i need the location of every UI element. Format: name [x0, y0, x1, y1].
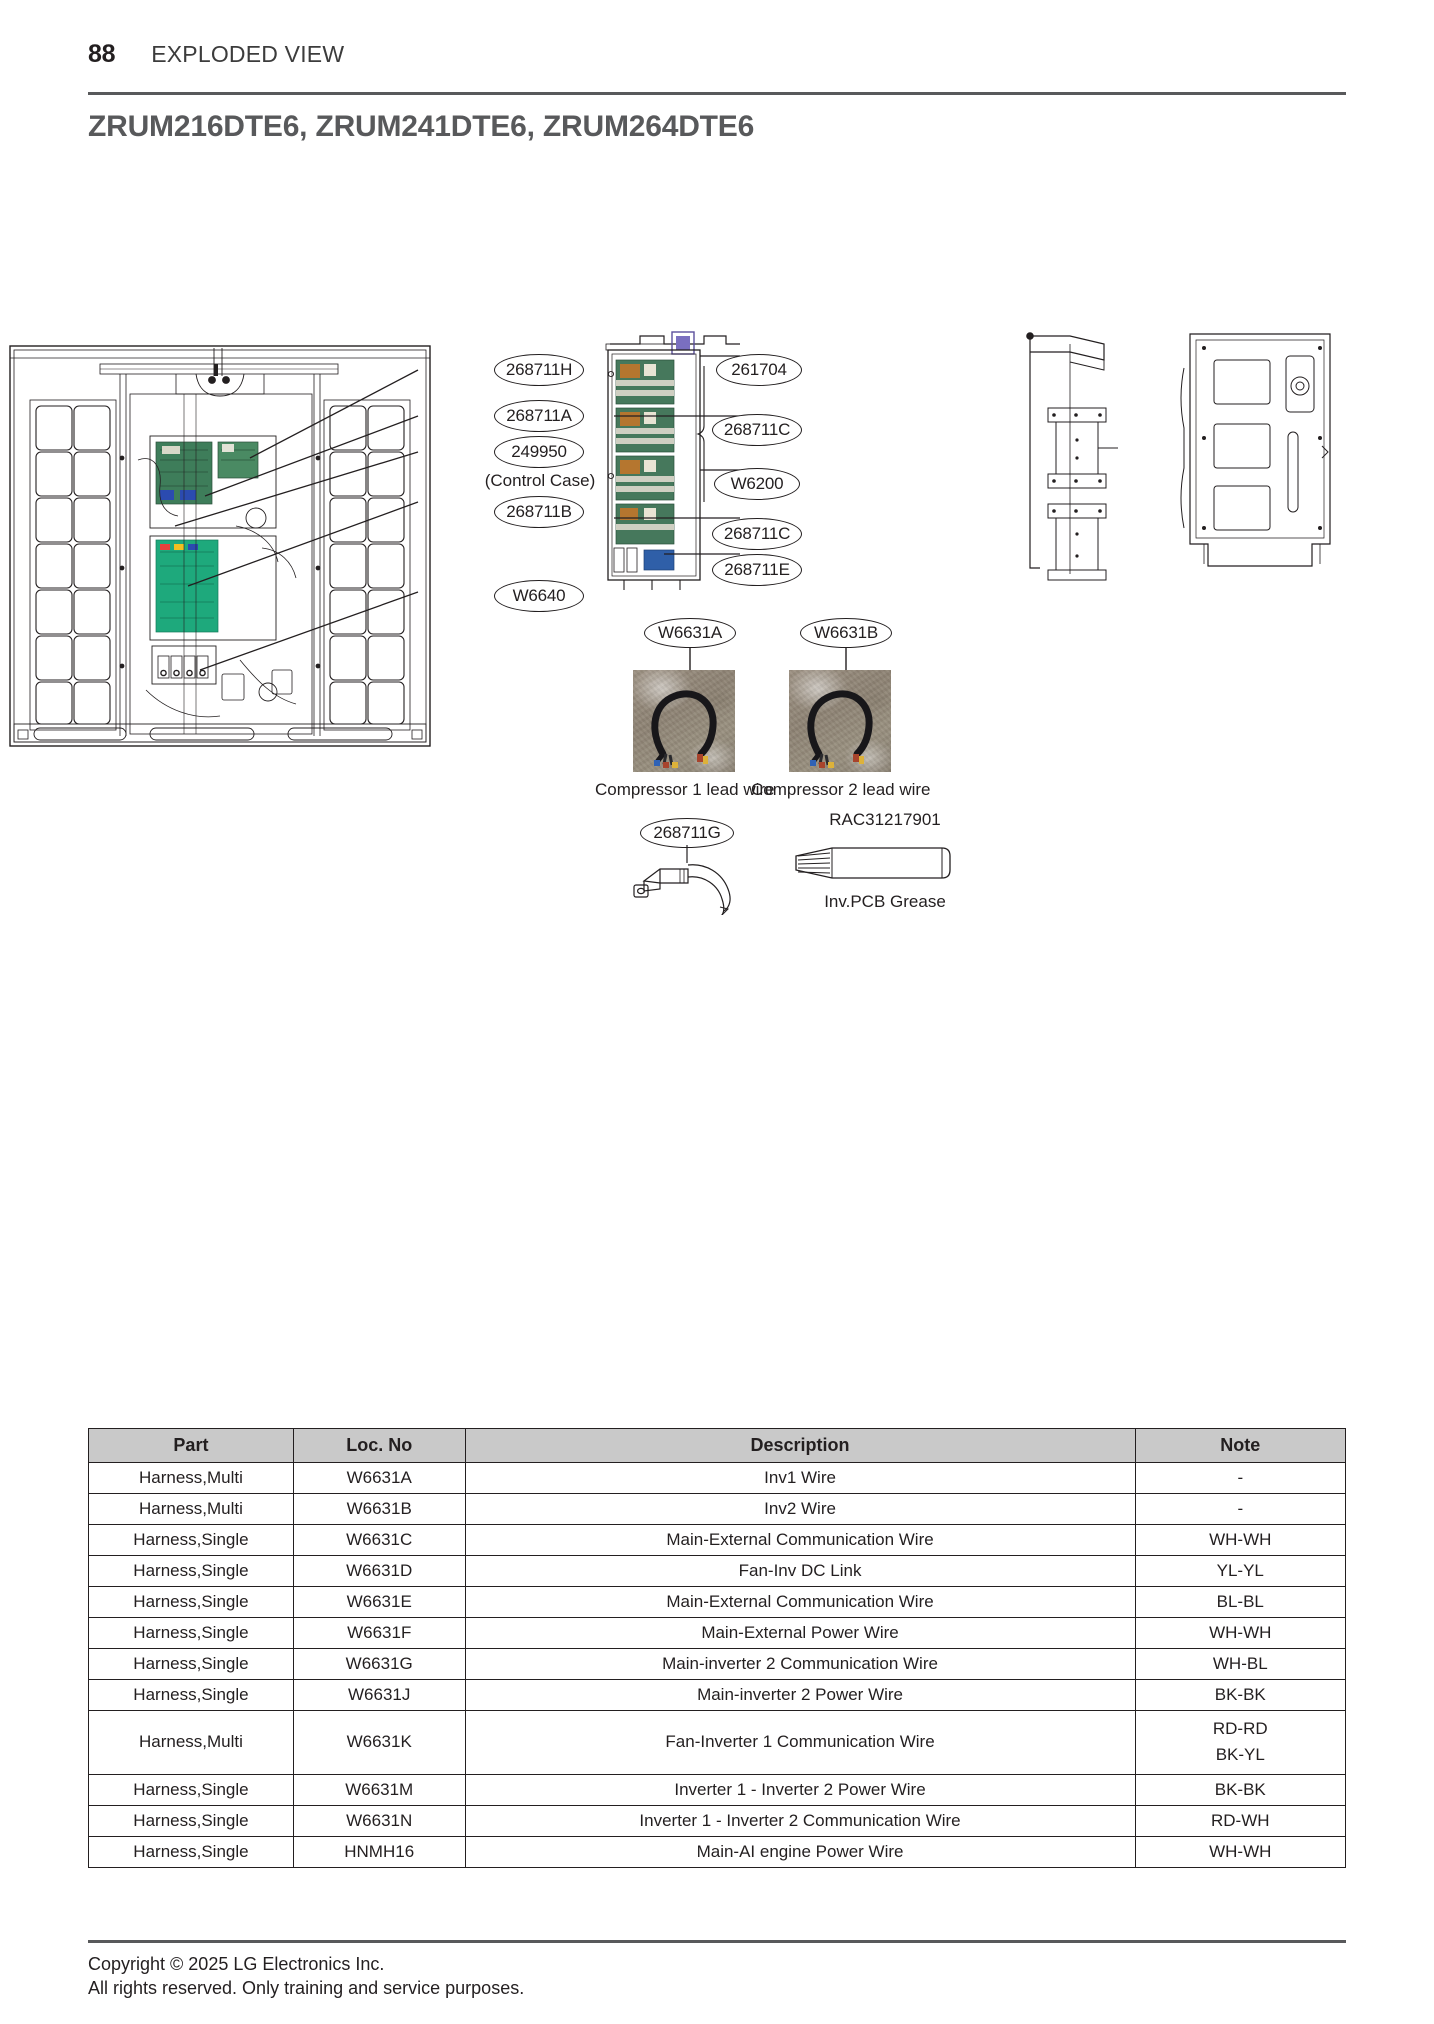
footer-divider — [88, 1940, 1346, 1943]
cell-note: WH-WH — [1135, 1836, 1345, 1867]
parts-table — [88, 1428, 1346, 1868]
table-row — [89, 1805, 1346, 1836]
cell-note: BL-BL — [1135, 1587, 1345, 1618]
cell-part: Harness,Single — [89, 1805, 294, 1836]
cell-description: Main-External Power Wire — [465, 1618, 1135, 1649]
column-header-note: Note — [1135, 1429, 1345, 1463]
callout-268711G[interactable] — [640, 818, 734, 848]
cell-part: Harness,Multi — [89, 1711, 294, 1775]
table-row — [89, 1618, 1346, 1649]
callout-268711C-top[interactable] — [712, 414, 802, 446]
cell-loc: HNMH16 — [293, 1836, 465, 1867]
rear-panel-drawing — [1170, 328, 1350, 583]
cell-part: Harness,Multi — [89, 1463, 294, 1494]
cell-description: Inv2 Wire — [465, 1494, 1135, 1525]
cell-note: BK-BK — [1135, 1680, 1345, 1711]
callout-W6640[interactable] — [494, 580, 584, 612]
exploded-view-diagram — [0, 340, 1434, 1420]
side-bracket-drawing — [1018, 322, 1138, 587]
callout-label: 249950 — [511, 442, 567, 461]
cell-note: - — [1135, 1463, 1345, 1494]
cell-loc: W6631C — [293, 1525, 465, 1556]
cell-description: Main-inverter 2 Power Wire — [465, 1680, 1135, 1711]
column-header-part: Part — [89, 1429, 294, 1463]
grease-caption: Inv.PCB Grease — [824, 892, 946, 911]
callout-268711E[interactable] — [712, 554, 802, 586]
callout-label: W6631B — [813, 623, 878, 642]
table-row — [89, 1836, 1346, 1867]
cell-description: Fan-Inv DC Link — [465, 1556, 1135, 1587]
cell-part: Harness,Single — [89, 1680, 294, 1711]
column-header-description: Description — [465, 1429, 1135, 1463]
control-case-note: (Control Case) — [484, 471, 596, 490]
cell-note: BK-BK — [1135, 1774, 1345, 1805]
callout-W6200[interactable] — [714, 468, 800, 500]
header-divider — [88, 92, 1346, 95]
section-title: EXPLODED VIEW — [151, 41, 345, 67]
page-header — [88, 40, 1346, 69]
callout-label: 268711C — [723, 524, 791, 543]
grease-tube-drawing — [790, 840, 980, 895]
cell-loc: W6631G — [293, 1649, 465, 1680]
cell-loc: W6631D — [293, 1556, 465, 1587]
callout-label: 268711B — [506, 502, 572, 521]
copyright-notice — [88, 1952, 524, 2001]
cell-note: - — [1135, 1494, 1345, 1525]
page-title: ZRUM216DTE6, ZRUM241DTE6, ZRUM264DTE6 — [88, 110, 755, 143]
table-row — [89, 1649, 1346, 1680]
callout-268711H[interactable] — [494, 354, 584, 386]
cell-part: Harness,Single — [89, 1618, 294, 1649]
callout-261704[interactable] — [716, 354, 802, 386]
table-row — [89, 1556, 1346, 1587]
table-header-row — [89, 1429, 1346, 1463]
cell-note: YL-YL — [1135, 1556, 1345, 1587]
callout-label: W6631A — [657, 623, 722, 642]
callout-label: 261704 — [731, 360, 787, 379]
table-row — [89, 1774, 1346, 1805]
cell-part: Harness,Single — [89, 1556, 294, 1587]
compressor-1-caption: Compressor 1 lead wire — [595, 780, 775, 799]
callout-268711C-bottom[interactable] — [712, 518, 802, 550]
table-row — [89, 1494, 1346, 1525]
callout-label: 268711A — [506, 406, 572, 425]
callout-label: W6640 — [512, 586, 566, 605]
cell-note: WH-WH — [1135, 1618, 1345, 1649]
table-row — [89, 1463, 1346, 1494]
cell-loc: W6631K — [293, 1711, 465, 1775]
cell-loc: W6631B — [293, 1494, 465, 1525]
cell-description: Main-External Communication Wire — [465, 1587, 1135, 1618]
cell-note: RD-WH — [1135, 1805, 1345, 1836]
cell-loc: W6631F — [293, 1618, 465, 1649]
cell-description: Main-External Communication Wire — [465, 1525, 1135, 1556]
table-row — [89, 1680, 1346, 1711]
compressor-2-caption: Compressor 2 lead wire — [751, 780, 931, 799]
callout-label: W6200 — [730, 474, 784, 493]
callout-label: 268711E — [724, 560, 790, 579]
callout-268711B[interactable] — [494, 496, 584, 528]
cell-note: RD-RD BK-YL — [1135, 1711, 1345, 1775]
cell-note: WH-WH — [1135, 1525, 1345, 1556]
callout-268711A[interactable] — [494, 400, 584, 432]
column-header-loc-no: Loc. No — [293, 1429, 465, 1463]
copyright-line-2: All rights reserved. Only training and service purposes. — [88, 1978, 525, 1999]
table-row — [89, 1711, 1346, 1775]
table-row — [89, 1525, 1346, 1556]
callout-W6631A[interactable] — [644, 618, 736, 648]
cell-part: Harness,Single — [89, 1587, 294, 1618]
cell-loc: W6631E — [293, 1587, 465, 1618]
cell-description: Main-inverter 2 Communication Wire — [465, 1649, 1135, 1680]
sensor-wire-drawing — [630, 845, 780, 920]
cell-part: Harness,Single — [89, 1836, 294, 1867]
cell-part: Harness,Single — [89, 1649, 294, 1680]
parts-table-container — [88, 1428, 1346, 1868]
cell-loc: W6631M — [293, 1774, 465, 1805]
copyright-line-1: Copyright © 2025 LG Electronics Inc. — [88, 1954, 385, 1974]
cell-description: Inverter 1 - Inverter 2 Power Wire — [465, 1774, 1135, 1805]
callout-label: 268711G — [653, 823, 721, 842]
compressor-2-lead-wire-photo — [789, 670, 891, 772]
grease-part-code: RAC31217901 — [829, 810, 941, 829]
cell-part: Harness,Multi — [89, 1494, 294, 1525]
callout-label: 268711H — [505, 360, 573, 379]
callout-label: 268711C — [723, 420, 791, 439]
cell-description: Inverter 1 - Inverter 2 Communication Wire — [465, 1805, 1135, 1836]
cell-description: Fan-Inverter 1 Communication Wire — [465, 1711, 1135, 1775]
cell-description: Main-AI engine Power Wire — [465, 1836, 1135, 1867]
cell-loc: W6631N — [293, 1805, 465, 1836]
cell-part: Harness,Single — [89, 1774, 294, 1805]
table-row — [89, 1587, 1346, 1618]
page-number: 88 — [88, 40, 116, 68]
callout-W6631B[interactable] — [800, 618, 892, 648]
cell-loc: W6631A — [293, 1463, 465, 1494]
callout-249950[interactable] — [494, 436, 584, 468]
cell-loc: W6631J — [293, 1680, 465, 1711]
cell-part: Harness,Single — [89, 1525, 294, 1556]
compressor-1-lead-wire-photo — [633, 670, 735, 772]
cell-description: Inv1 Wire — [465, 1463, 1135, 1494]
cell-note: WH-BL — [1135, 1649, 1345, 1680]
